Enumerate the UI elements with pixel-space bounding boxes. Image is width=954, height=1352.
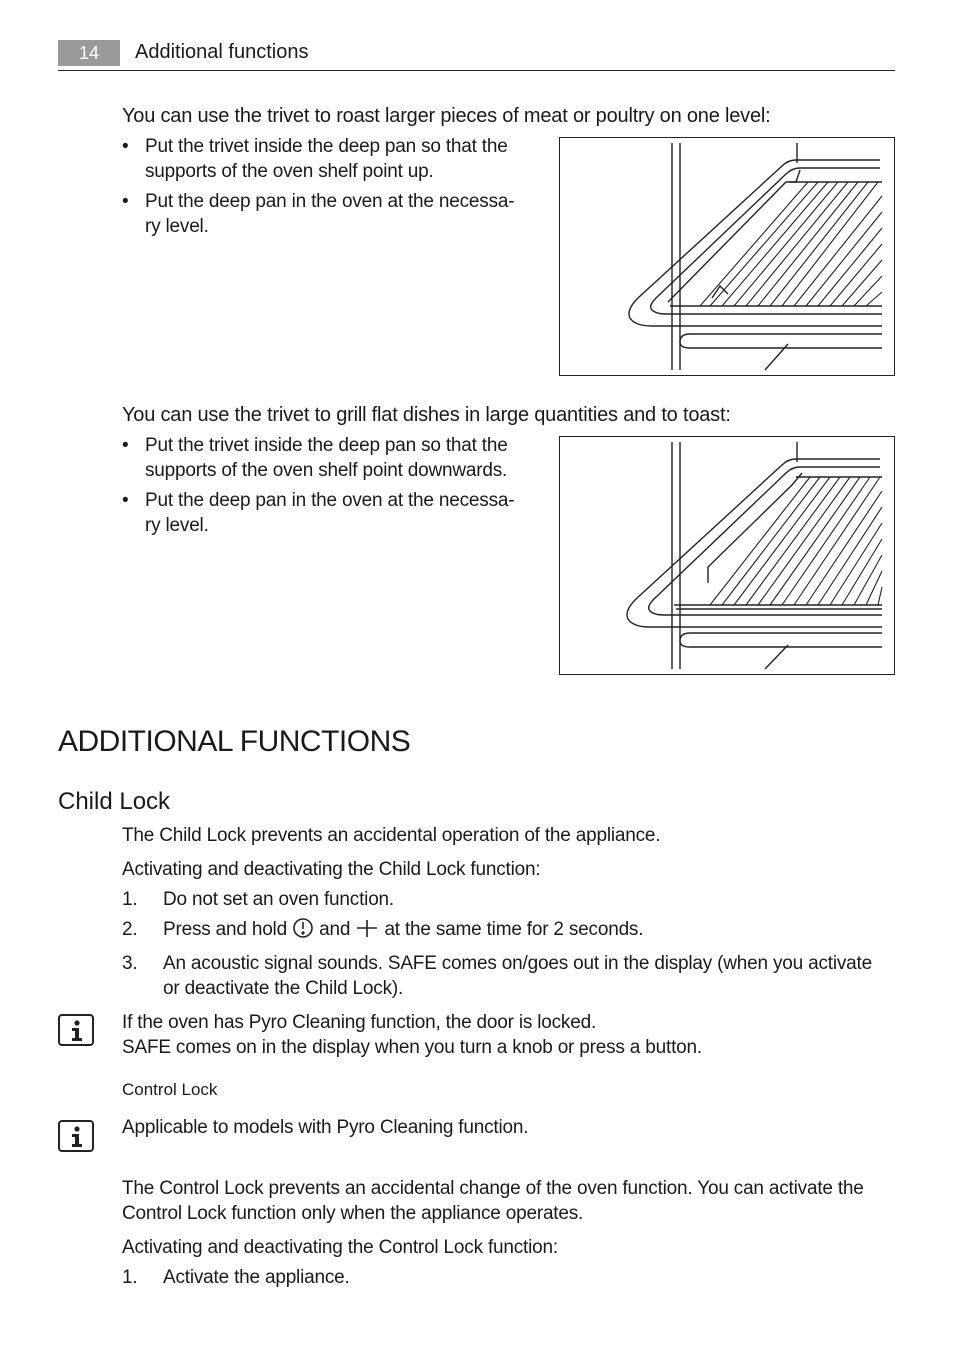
step-number: 1.	[122, 1267, 138, 1288]
step-text: An acoustic signal sounds. SAFE comes on/goes out in the display (when you activate or deactivate the Child Lock).	[163, 953, 872, 999]
control-lock-heading: Control Lock	[122, 1080, 218, 1099]
list-item	[122, 1265, 892, 1290]
step-text: Do not set an oven function.	[163, 889, 395, 910]
page-number: 14	[58, 40, 120, 66]
control-lock-description: The Control Lock prevents an accidental change of the oven function. You can activate the Control Lock function only when the appliance operates.	[122, 1178, 864, 1224]
trivet-up-illustration	[559, 137, 895, 376]
list-item: • Put the trivet inside the deep pan so that the supports of the oven shelf point downwards.	[122, 433, 527, 483]
trivet-bullets-1	[122, 134, 527, 244]
child-lock-steps-intro: Activating and deactivating the Child Lock function:	[122, 859, 541, 880]
header-divider	[58, 70, 895, 71]
child-lock-info-line-1: If the oven has Pyro Cleaning function, the door is locked.	[122, 1012, 597, 1033]
trivet-bullets-2	[122, 433, 527, 543]
step-number: 2.	[122, 919, 138, 940]
step-text-middle: and	[319, 919, 351, 940]
control-lock-steps-intro: Activating and deactivating the Control Lock function:	[122, 1237, 558, 1258]
control-lock-info: Applicable to models with Pyro Cleaning function.	[122, 1117, 529, 1138]
list-item: • Put the deep pan in the oven at the necessa-ry level.	[122, 488, 527, 538]
step-text: Activate the appliance.	[163, 1267, 350, 1288]
child-lock-steps	[122, 887, 892, 1006]
child-lock-heading: Child Lock	[58, 788, 171, 815]
list-item	[122, 887, 892, 912]
running-header: Additional functions	[135, 41, 309, 63]
plus-icon	[355, 917, 379, 946]
child-lock-info-line-2: SAFE comes on in the display when you turn a knob or press a button.	[122, 1037, 702, 1058]
info-icon	[58, 1120, 94, 1152]
trivet-intro-1: You can use the trivet to roast larger pieces of meat or poultry on one level:	[122, 105, 771, 127]
step-text-after: at the same time for 2 seconds.	[384, 919, 644, 940]
clock-icon	[292, 917, 314, 946]
step-text-before: Press and hold	[163, 919, 287, 940]
list-item: • Put the deep pan in the oven at the necessa-ry level.	[122, 189, 527, 239]
list-item	[122, 951, 892, 1001]
control-lock-steps	[122, 1265, 892, 1295]
list-item: • Put the trivet inside the deep pan so that the supports of the oven shelf point up.	[122, 134, 527, 184]
child-lock-description: The Child Lock prevents an accidental operation of the appliance.	[122, 825, 661, 846]
step-number: 3.	[122, 953, 138, 974]
section-heading: ADDITIONAL FUNCTIONS	[58, 725, 411, 758]
step-number: 1.	[122, 889, 138, 910]
trivet-intro-2: You can use the trivet to grill flat dishes in large quantities and to toast:	[122, 404, 731, 426]
info-icon	[58, 1014, 94, 1046]
list-item	[122, 917, 892, 946]
trivet-down-illustration	[559, 436, 895, 675]
